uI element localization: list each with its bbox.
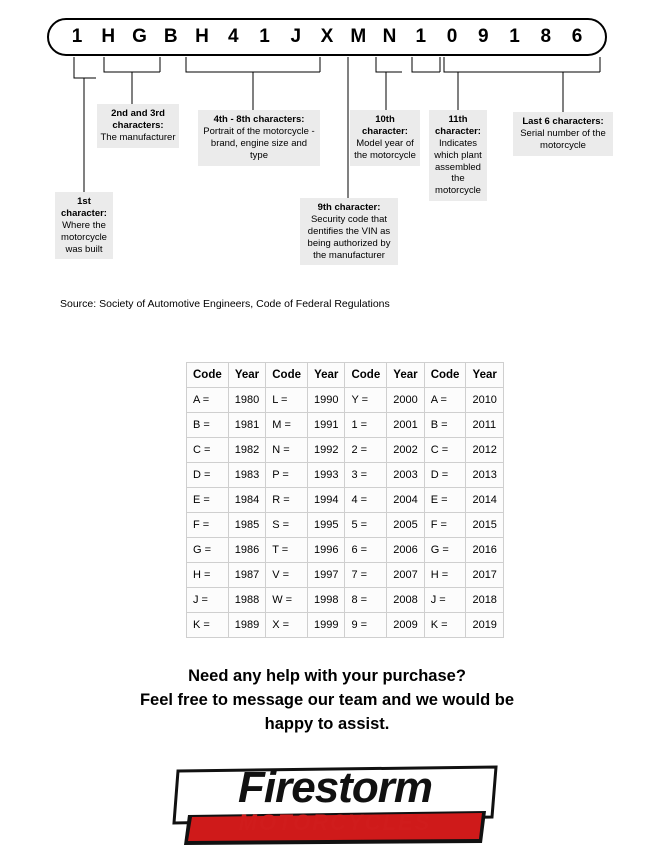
cell-year: 2003 (387, 463, 424, 488)
cell-year: 1985 (228, 513, 265, 538)
table-row (187, 463, 504, 488)
callout-last-six-characters (513, 112, 613, 156)
cell-year: 2002 (387, 438, 424, 463)
cell-code: 9 = (345, 613, 387, 638)
vin-char: 1 (259, 26, 270, 47)
cell-code: P = (266, 463, 308, 488)
cell-code: K = (187, 613, 229, 638)
callout-title: 1st character: (61, 196, 107, 219)
callout-title: 2nd and 3rd characters: (111, 108, 165, 131)
vin-diagram (0, 18, 654, 56)
callout-text: Model year of the motorcycle (354, 137, 416, 161)
cell-year: 1992 (307, 438, 344, 463)
cell-code: N = (266, 438, 308, 463)
callout-second-third-characters (97, 104, 179, 148)
cell-code: H = (424, 563, 466, 588)
cell-code: E = (424, 488, 466, 513)
cell-code: 7 = (345, 563, 387, 588)
callout-text: Serial number of the motorcycle (520, 127, 606, 151)
vin-char: G (132, 26, 147, 47)
cell-year: 2019 (466, 613, 503, 638)
table-row (187, 488, 504, 513)
callout-fourth-eighth-characters (198, 110, 320, 166)
cell-code: R = (266, 488, 308, 513)
cell-year: 2012 (466, 438, 503, 463)
cell-year: 2008 (387, 588, 424, 613)
firestorm-motorcycles-logo (170, 765, 500, 847)
table-row (187, 563, 504, 588)
cell-code: J = (187, 588, 229, 613)
callout-title: 10th character: (362, 114, 408, 137)
table-row (187, 613, 504, 638)
callout-text: Where the motorcycle was built (61, 219, 107, 255)
cell-year: 1982 (228, 438, 265, 463)
vin-char: 6 (571, 26, 583, 47)
cell-code: 8 = (345, 588, 387, 613)
cell-code: 4 = (345, 488, 387, 513)
cell-year: 1998 (307, 588, 344, 613)
cell-year: 1987 (228, 563, 265, 588)
cell-year: 1983 (228, 463, 265, 488)
table-row (187, 513, 504, 538)
cell-year: 2010 (466, 388, 503, 413)
cell-year: 2007 (387, 563, 424, 588)
vin-char: 1 (509, 26, 520, 47)
callout-first-character (55, 192, 113, 259)
cell-code: W = (266, 588, 308, 613)
table-row (187, 413, 504, 438)
cell-code: 1 = (345, 413, 387, 438)
column-header: Code (266, 363, 308, 388)
cell-year: 1984 (228, 488, 265, 513)
cell-code: 6 = (345, 538, 387, 563)
vin-char: J (290, 26, 302, 47)
vin-char: H (195, 26, 209, 47)
cell-code: 3 = (345, 463, 387, 488)
callout-text: Security code that dentifies the VIN as being authorized by the manufacturer (307, 213, 391, 261)
callout-title: 9th character: (317, 202, 381, 213)
vin-char: 0 (446, 26, 458, 47)
vin-char: 9 (477, 26, 489, 47)
cell-code: S = (266, 513, 308, 538)
cell-year: 2017 (466, 563, 503, 588)
cell-year: 1988 (228, 588, 265, 613)
cell-code: D = (187, 463, 229, 488)
cell-year: 2011 (466, 413, 503, 438)
cell-code: A = (424, 388, 466, 413)
cell-code: T = (266, 538, 308, 563)
cell-year: 1990 (307, 388, 344, 413)
help-line-3: happy to assist. (264, 714, 390, 733)
cell-code: F = (424, 513, 466, 538)
cell-year: 2004 (387, 488, 424, 513)
cell-code: B = (187, 413, 229, 438)
cell-code: 5 = (345, 513, 387, 538)
cell-code: B = (424, 413, 466, 438)
cell-code: K = (424, 613, 466, 638)
callout-text: Portrait of the motorcycle - brand, engine size and type (203, 125, 315, 161)
vin-char: 1 (71, 26, 83, 47)
cell-year: 2005 (387, 513, 424, 538)
cell-code: 2 = (345, 438, 387, 463)
vin-char: 8 (540, 26, 552, 47)
callout-ninth-character (300, 198, 398, 265)
table-row (187, 438, 504, 463)
cell-code: A = (187, 388, 229, 413)
cell-code: X = (266, 613, 308, 638)
vin-char: X (320, 26, 334, 47)
callout-text: Indicates which plant assembled the motorcycle (434, 137, 482, 197)
cell-year: 1993 (307, 463, 344, 488)
cell-code: C = (424, 438, 466, 463)
cell-code: L = (266, 388, 308, 413)
logo-text (170, 765, 500, 835)
cell-code: G = (424, 538, 466, 563)
cell-code: E = (187, 488, 229, 513)
cell-year: 2006 (387, 538, 424, 563)
column-header: Year (387, 363, 424, 388)
cell-year: 2015 (466, 513, 503, 538)
table-row (187, 538, 504, 563)
cell-year: 2018 (466, 588, 503, 613)
help-message (0, 665, 654, 737)
callout-title: Last 6 characters: (522, 116, 604, 127)
vin-char: M (350, 26, 367, 47)
cell-year: 1994 (307, 488, 344, 513)
help-line-2: Feel free to message our team and we would be (139, 690, 515, 709)
vin-char: H (101, 26, 116, 47)
column-header: Year (466, 363, 503, 388)
logo-main-text: Firestorm (238, 763, 432, 812)
cell-year: 2016 (466, 538, 503, 563)
help-line-1: Need any help with your purchase? (188, 667, 466, 685)
logo-sub-text: MOTORCYCLES (238, 810, 432, 835)
vin-number-box (47, 18, 607, 56)
cell-year: 1986 (228, 538, 265, 563)
cell-code: J = (424, 588, 466, 613)
cell-code: V = (266, 563, 308, 588)
cell-year: 2014 (466, 488, 503, 513)
cell-year: 1989 (228, 613, 265, 638)
cell-year: 2009 (387, 613, 424, 638)
table-row (187, 588, 504, 613)
column-header: Code (345, 363, 387, 388)
cell-year: 2013 (466, 463, 503, 488)
cell-year: 1997 (307, 563, 344, 588)
column-header: Code (187, 363, 229, 388)
callout-title: 11th character: (435, 114, 481, 137)
cell-year: 1999 (307, 613, 344, 638)
cell-code: M = (266, 413, 308, 438)
cell-year: 1995 (307, 513, 344, 538)
cell-code: D = (424, 463, 466, 488)
column-header: Year (307, 363, 344, 388)
callout-tenth-character (350, 110, 420, 166)
cell-code: C = (187, 438, 229, 463)
cell-code: G = (187, 538, 229, 563)
cell-code: Y = (345, 388, 387, 413)
cell-year: 1991 (307, 413, 344, 438)
model-year-code-table (186, 362, 504, 638)
table-header-row (187, 363, 504, 388)
vin-char: 1 (415, 26, 427, 47)
callout-text: The manufacturer (100, 131, 176, 143)
cell-year: 1981 (228, 413, 265, 438)
vin-char: N (382, 26, 397, 47)
callout-title: 4th - 8th characters: (213, 114, 305, 125)
vin-char: B (163, 26, 178, 47)
cell-year: 1996 (307, 538, 344, 563)
column-header: Year (228, 363, 265, 388)
table-row (187, 388, 504, 413)
cell-year: 2000 (387, 388, 424, 413)
cell-year: 1980 (228, 388, 265, 413)
cell-year: 2001 (387, 413, 424, 438)
cell-code: H = (187, 563, 229, 588)
vin-char: 4 (227, 26, 239, 47)
cell-code: F = (187, 513, 229, 538)
callout-eleventh-character (429, 110, 487, 201)
source-note: Source: Society of Automotive Engineers, Code of Federal Regulations (60, 298, 390, 310)
column-header: Code (424, 363, 466, 388)
